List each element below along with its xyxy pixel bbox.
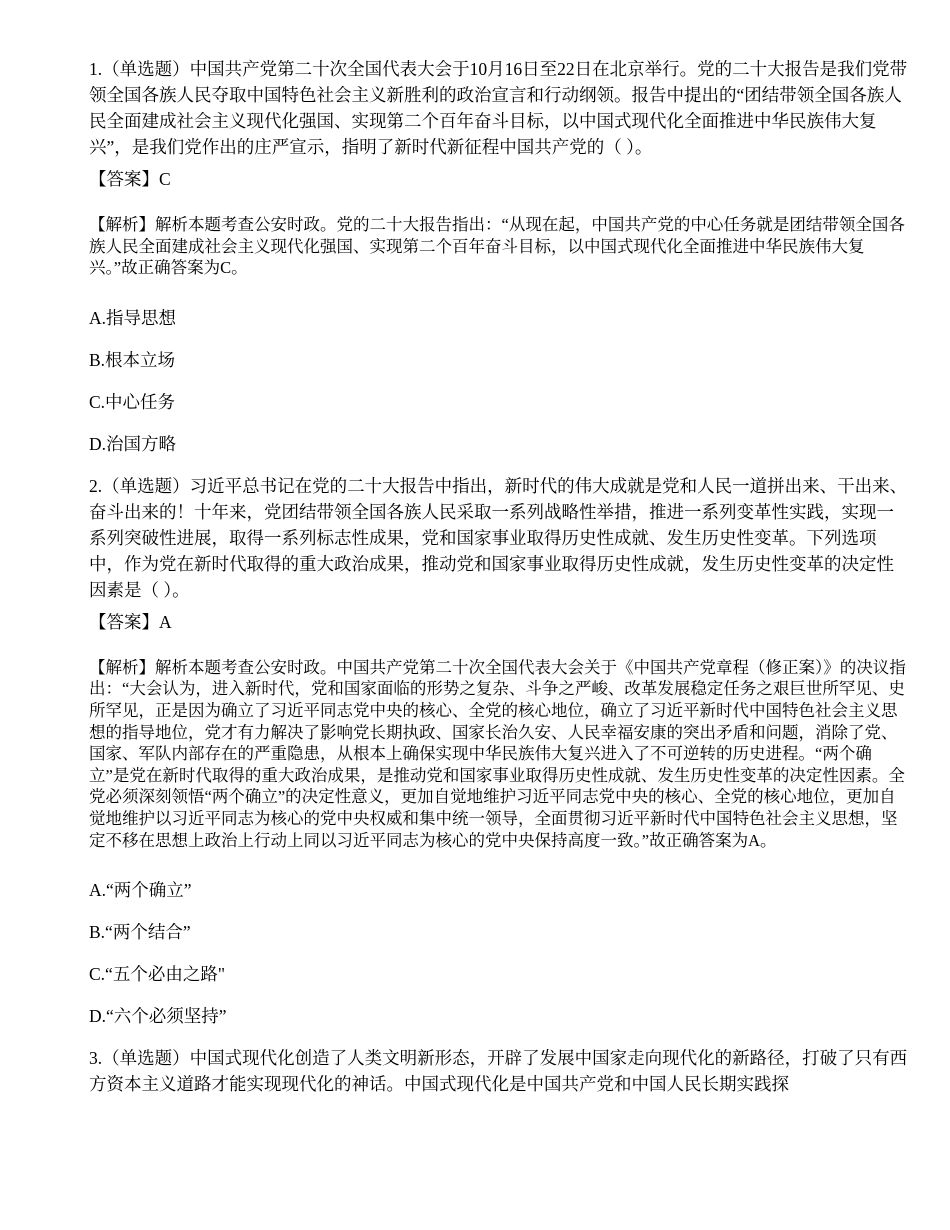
question-stem: 2.（单选题）习近平总书记在党的二十大报告中指出，新时代的伟大成就是党和人民一道拼出来、干出来、奋斗出来的！十年来，党团结带领全国各族人民采取一系列战略性举措，推进一系列变革性实践，实现一系列突破性进展，取得一系列标志性成果，党和国家事业取得历史性成就、发生历史性变革。下列选项中，作为党在新时代取得的重大政治成果，推动党和国家事业取得历史性成就，发生历史性变革的决定性因素是（ ）。 <box>89 475 908 600</box>
answer-line: 【答案】C <box>89 169 171 189</box>
question-block-1 <box>89 56 909 457</box>
answer-line: 【答案】A <box>89 611 172 632</box>
option-c: C.“五个必由之路" <box>89 964 225 985</box>
question-stem: 1.（单选题）中国共产党第二十次全国代表大会于10月16日至22日在北京举行。党的二十大报告是我们党带领全国各族人民夺取中国特色社会主义新胜利的政治宣言和行动纲领。报告中提出的“团结带领全国各族人民全面建成社会主义现代化强国、实现第二个百年奋斗目标，以中国式现代化全面推进中华民族伟大复兴”，是我们党作出的庄严宣示，指明了新时代新征程中国共产党的（ ）。 <box>89 59 908 157</box>
option-a: A.指导思想 <box>89 307 177 328</box>
analysis-paragraph: 【解析】解析本题考查公安时政。党的二十大报告指出：“从现在起，中国共产党的中心任务就是团结带领全国各族人民全面建成社会主义现代化强国、实现第二个百年奋斗目标，以中国式现代化全面推进中华民族伟大复兴。”故正确答案为C。 <box>89 215 905 278</box>
option-list <box>89 305 909 457</box>
analysis-paragraph: 【解析】解析本题考查公安时政。中国共产党第二十次全国代表大会关于《中国共产党章程（修正案）》的决议指出：“大会认为，进入新时代，党和国家面临的形势之复杂、斗争之严峻、改革发展稳定任务之艰巨世所罕见、史所罕见，正是因为确立了习近平同志党中央的核心、全党的核心地位，确立了习近平新时代中国特色社会主义思想的指导地位，党才有力解决了影响党长期执政、国家长治久安、人民幸福安康的突出矛盾和问题，消除了党、国家、军队内部存在的严重隐患，从根本上确保实现中华民族伟大复兴进入了不可逆转的历史进程。“两个确立”是党在新时代取得的重大政治成果，是推动党和国家事业取得历史性成就、发生历史性变革的决定性因素。全党必须深刻领悟“两个确立”的决定性意义，更加自觉地维护习近平同志党中央的核心、全党的核心地位，更加自觉地维护以习近平同志为核心的党中央权威和集中统一领导，全面贯彻习近平新时代中国特色社会主义思想，坚定不移在思想上政治上行动上同以习近平同志为核心的党中央保持高度一致。”故正确答案为A。 <box>89 657 906 850</box>
document-page <box>89 56 909 1097</box>
option-a: A.“两个确立” <box>89 880 192 901</box>
question-block-2 <box>89 473 909 1029</box>
option-list <box>89 877 909 1029</box>
question-block-3 <box>89 1045 909 1097</box>
option-b: B.“两个结合” <box>89 922 191 943</box>
option-d: D.“六个必须坚持” <box>89 1006 227 1027</box>
option-b: B.根本立场 <box>89 349 176 370</box>
question-stem: 3.（单选题）中国式现代化创造了人类文明新形态，开辟了发展中国家走向现代化的新路径，打破了只有西方资本主义道路才能实现现代化的神话。中国式现代化是中国共产党和中国人民长期实践探 <box>89 1048 908 1095</box>
option-c: C.中心任务 <box>89 391 176 412</box>
option-d: D.治国方略 <box>89 433 177 454</box>
